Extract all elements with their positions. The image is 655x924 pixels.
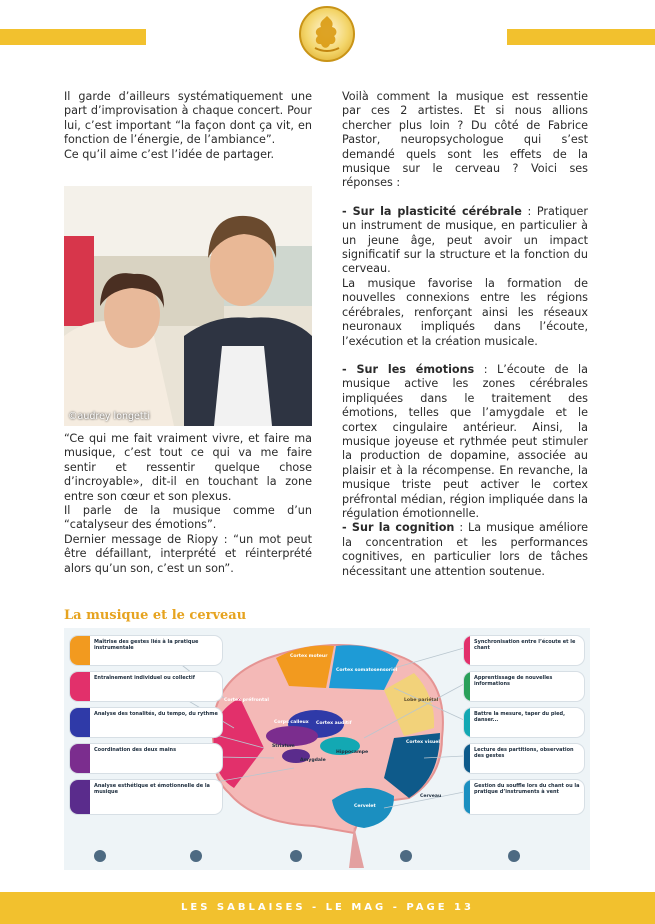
left-column-bottom bbox=[64, 432, 312, 576]
magazine-logo bbox=[299, 6, 355, 62]
label-lobe-parietal: Lobe pariétal bbox=[404, 698, 439, 703]
quote-riopy: “Ce qui me fait vraiment vivre, et faire ma musique, c’est tout ce qui va me faire sentir et ressentir quelque chose d’incroyable», dit-il en touchant la zone entre son cœur et son plexus. bbox=[64, 432, 312, 503]
right-box-apprentissage: Apprentissage de nouvelles informations bbox=[464, 672, 584, 701]
left-box-analyse-tonalites: Analyse des tonalités, du tempo, du rythme bbox=[70, 708, 222, 737]
label-corps-calleux: Corps calleux bbox=[274, 720, 309, 725]
right-column bbox=[342, 90, 588, 579]
section-emotions-title: - Sur les émotions bbox=[342, 362, 475, 376]
left-box-analyse-esthetique: Analyse esthétique et émotionnelle de la musique bbox=[70, 780, 222, 814]
left-box-entrainement: Entraînement individuel ou collectif bbox=[70, 672, 222, 701]
section-cognition bbox=[342, 521, 588, 579]
section-plasticite-body2: La musique favorise la formation de nouvelles connexions entre les régions cérébrales, renforçant ainsi les réseaux neuronaux impliqués dans l’écoute, l’exécution et la création musicale. bbox=[342, 276, 588, 348]
header-bar-left bbox=[0, 29, 146, 45]
artists-photo bbox=[64, 186, 312, 426]
left-column-top bbox=[64, 90, 312, 162]
page-footer: LES SABLAISES - LE MAG - PAGE 13 bbox=[0, 892, 655, 924]
section-emotions-body: : L’écoute de la musique active les zones cérébrales impliquées dans le traitement des émotions, telles que l’amygdale et le cortex cingulaire antérieur. Ainsi, la musique joyeuse et rythmée peut stimuler la production de dopamine, associée au plaisir et à la récompense. En revanche, la musique triste peut activer le cortex préfrontal médian, région impliquée dans la régulation émotionnelle. bbox=[342, 362, 588, 520]
label-striatum: Striatum bbox=[272, 744, 295, 749]
photo-credit: ©audrey longetti bbox=[68, 411, 150, 422]
label-cortex-visuel: Cortex visuel bbox=[406, 740, 440, 745]
section-plasticite-body: : Pratiquer un instrument de musique, en particulier à un jeune âge, peut avoir un impact significatif sur la structure et la fonction du cerveau. bbox=[342, 204, 588, 276]
left-box-coordination: Coordination des deux mains bbox=[70, 744, 222, 773]
paragraph-dernier-message: Dernier message de Riopy : “un mot peut être défaillant, interprété et réinterprété alors qu’un son, c’est un son”. bbox=[64, 532, 312, 575]
paragraph-catalyseur: Il parle de la musique comme d’un “catalyseur des émotions”. bbox=[64, 504, 312, 532]
section-plasticite-title: - Sur la plasticité cérébrale bbox=[342, 204, 522, 218]
label-hippocampe: Hippocampe bbox=[336, 750, 369, 755]
right-box-lecture: Lecture des partitions, observation des gestes bbox=[464, 744, 584, 773]
paragraph-partager: Ce qu’il aime c’est l’idée de partager. bbox=[64, 147, 275, 161]
label-cervelet: Cervelet bbox=[354, 804, 376, 809]
photo-illustration bbox=[64, 186, 312, 426]
label-cortex-prefrontal: Cortex préfrontal bbox=[224, 698, 269, 703]
right-box-mesure: Battre la mesure, taper du pied, danser... bbox=[464, 708, 584, 737]
left-box-gestes: Maîtrise des gestes liés à la pratique instrumentale bbox=[70, 636, 222, 665]
right-box-souffle: Gestion du souffle lors du chant ou la pratique d’instruments à vent bbox=[464, 780, 584, 814]
header-bar-right bbox=[507, 29, 655, 45]
paragraph-intro: Voilà comment la musique est ressentie par ces 2 artistes. Et si nous allions chercher plus loin ? Du côté de Fabrice Pastor, neuropsychologue qui s’est demandé quels sont les effets de la musique sur le cerveau ? Voici ses réponses : bbox=[342, 90, 588, 190]
section-emotions bbox=[342, 363, 588, 521]
section-cognition-body: : La musique améliore la concentration et les performances cognitives, en particulier lors de tâches nécessitant une attention soutenue. bbox=[342, 521, 588, 578]
label-cerveau: Cerveau bbox=[420, 794, 442, 799]
section-plasticite bbox=[342, 205, 588, 277]
section-cognition-title: - Sur la cognition bbox=[342, 521, 455, 535]
label-amygdale: Amygdale bbox=[300, 758, 326, 763]
infographic-title: La musique et le cerveau bbox=[64, 608, 247, 623]
logo-figure-icon bbox=[301, 8, 353, 60]
right-box-synchronisation: Synchronisation entre l’écoute et le chant bbox=[464, 636, 584, 665]
infographic bbox=[64, 628, 590, 870]
paragraph-improvisation: Il garde d’ailleurs systématiquement une part d’improvisation à chaque concert. Pour lui, c’est important “la façon dont ça vit, en fonction de l’énergie, de l’ambiance”. bbox=[64, 90, 312, 147]
label-cortex-moteur: Cortex moteur bbox=[290, 654, 328, 659]
label-cortex-somato: Cortex somatosensoriel bbox=[336, 668, 398, 673]
label-cortex-auditif: Cortex auditif bbox=[316, 721, 352, 726]
